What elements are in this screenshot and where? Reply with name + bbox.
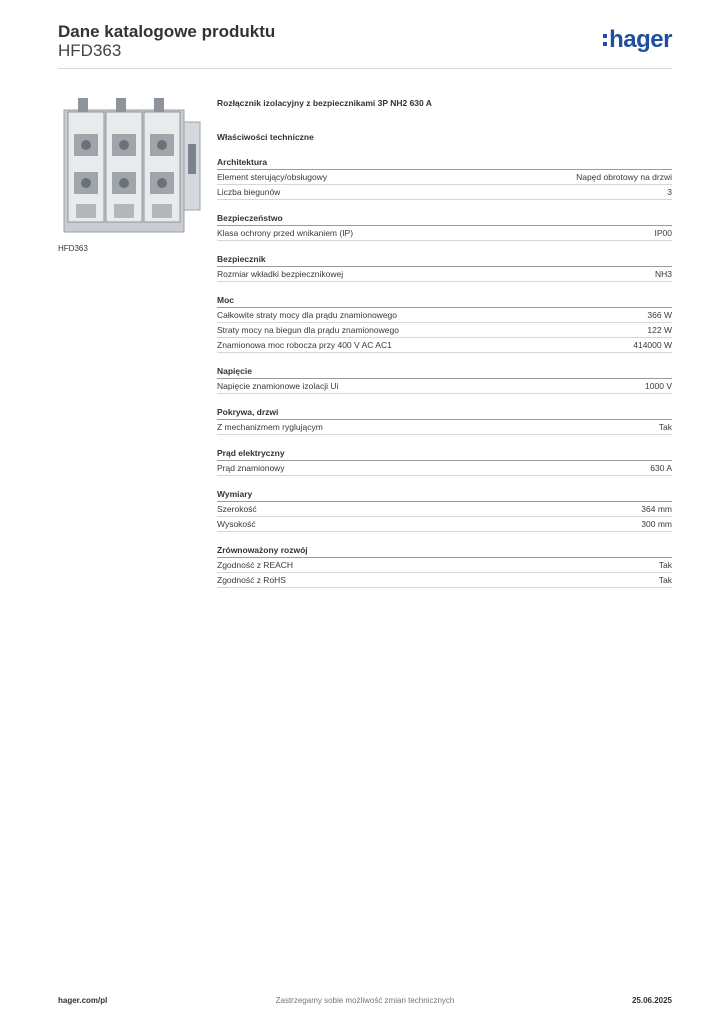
spec-group-title: Wymiary bbox=[217, 489, 253, 499]
spec-label: Straty mocy na biegun dla prądu znamionowego bbox=[217, 325, 399, 335]
spec-group bbox=[217, 447, 672, 476]
document-title: Dane katalogowe produktu bbox=[58, 22, 276, 41]
spec-group bbox=[217, 365, 672, 394]
spec-row bbox=[217, 185, 672, 200]
spec-value: 364 mm bbox=[641, 504, 672, 514]
spec-value: Napęd obrotowy na drzwi bbox=[576, 172, 672, 182]
spec-row bbox=[217, 558, 672, 573]
spec-value: Tak bbox=[658, 575, 672, 585]
spec-value: 630 A bbox=[650, 463, 672, 473]
spec-label: Prąd znamionowy bbox=[217, 463, 285, 473]
spec-row bbox=[217, 226, 672, 241]
spec-content bbox=[217, 96, 672, 588]
spec-value: NH3 bbox=[654, 269, 672, 279]
spec-group bbox=[217, 253, 672, 282]
spec-row bbox=[217, 461, 672, 476]
spec-label: Zgodność z RoHS bbox=[217, 575, 286, 585]
logo-dots-icon bbox=[603, 32, 607, 48]
spec-row bbox=[217, 267, 672, 282]
spec-group bbox=[217, 544, 672, 588]
hager-logo bbox=[603, 26, 672, 54]
page-footer bbox=[58, 996, 672, 1010]
spec-row bbox=[217, 170, 672, 185]
spec-group-title: Napięcie bbox=[217, 366, 252, 376]
spec-row bbox=[217, 573, 672, 588]
spec-value: 3 bbox=[667, 187, 672, 197]
spec-row bbox=[217, 517, 672, 532]
spec-label: Z mechanizmem ryglującym bbox=[217, 422, 323, 432]
spec-value: Tak bbox=[658, 560, 672, 570]
spec-value: Tak bbox=[658, 422, 672, 432]
footer-date: 25.06.2025 bbox=[631, 996, 672, 1005]
spec-label: Zgodność z REACH bbox=[217, 560, 294, 570]
spec-group bbox=[217, 156, 672, 200]
spec-group-title: Bezpieczeństwo bbox=[217, 213, 283, 223]
spec-group-title: Pokrywa, drzwi bbox=[217, 407, 279, 417]
spec-value: 122 W bbox=[647, 325, 672, 335]
spec-label: Liczba biegunów bbox=[217, 187, 281, 197]
spec-row bbox=[217, 323, 672, 338]
spec-label: Element sterujący/obsługowy bbox=[217, 172, 328, 182]
spec-label: Klasa ochrony przed wnikaniem (IP) bbox=[217, 228, 354, 238]
spec-label: Znamionowa moc robocza przy 400 V AC AC1 bbox=[217, 340, 392, 350]
spec-label: Napięcie znamionowe izolacji Ui bbox=[217, 381, 339, 391]
spec-value: 366 W bbox=[647, 310, 672, 320]
spec-group bbox=[217, 294, 672, 353]
product-code: HFD363 bbox=[58, 41, 122, 60]
product-description: Rozłącznik izolacyjny z bezpiecznikami 3P NH2 630 A bbox=[217, 98, 432, 108]
spec-label: Wysokość bbox=[217, 519, 256, 529]
spec-group bbox=[217, 406, 672, 435]
spec-value: 300 mm bbox=[641, 519, 672, 529]
spec-row bbox=[217, 308, 672, 323]
spec-group-title: Moc bbox=[217, 295, 234, 305]
footer-disclaimer: Zastrzegamy sobie możliwość zmian technicznych bbox=[275, 996, 455, 1005]
spec-group-title: Zrównoważony rozwój bbox=[217, 545, 308, 555]
spec-group bbox=[217, 212, 672, 241]
spec-row bbox=[217, 338, 672, 353]
spec-value: 1000 V bbox=[645, 381, 672, 391]
spec-value: 414000 W bbox=[633, 340, 672, 350]
product-photo bbox=[58, 92, 208, 237]
header-divider bbox=[58, 68, 672, 69]
footer-website: hager.com/pl bbox=[58, 996, 108, 1005]
page-header bbox=[58, 20, 672, 68]
spec-group-title: Bezpiecznik bbox=[217, 254, 266, 264]
logo-text: hager bbox=[609, 26, 672, 53]
spec-group-title: Architektura bbox=[217, 157, 268, 167]
spec-row bbox=[217, 502, 672, 517]
spec-value: IP00 bbox=[654, 228, 672, 238]
section-title: Właściwości techniczne bbox=[217, 132, 314, 142]
spec-label: Całkowite straty mocy dla prądu znamionowego bbox=[217, 310, 398, 320]
spec-label: Szerokość bbox=[217, 504, 257, 514]
spec-groups bbox=[217, 156, 672, 588]
spec-row bbox=[217, 420, 672, 435]
image-caption: HFD363 bbox=[58, 244, 88, 253]
spec-row bbox=[217, 379, 672, 394]
spec-label: Rozmiar wkładki bezpiecznikowej bbox=[217, 269, 344, 279]
spec-group bbox=[217, 488, 672, 532]
spec-group-title: Prąd elektryczny bbox=[217, 448, 285, 458]
